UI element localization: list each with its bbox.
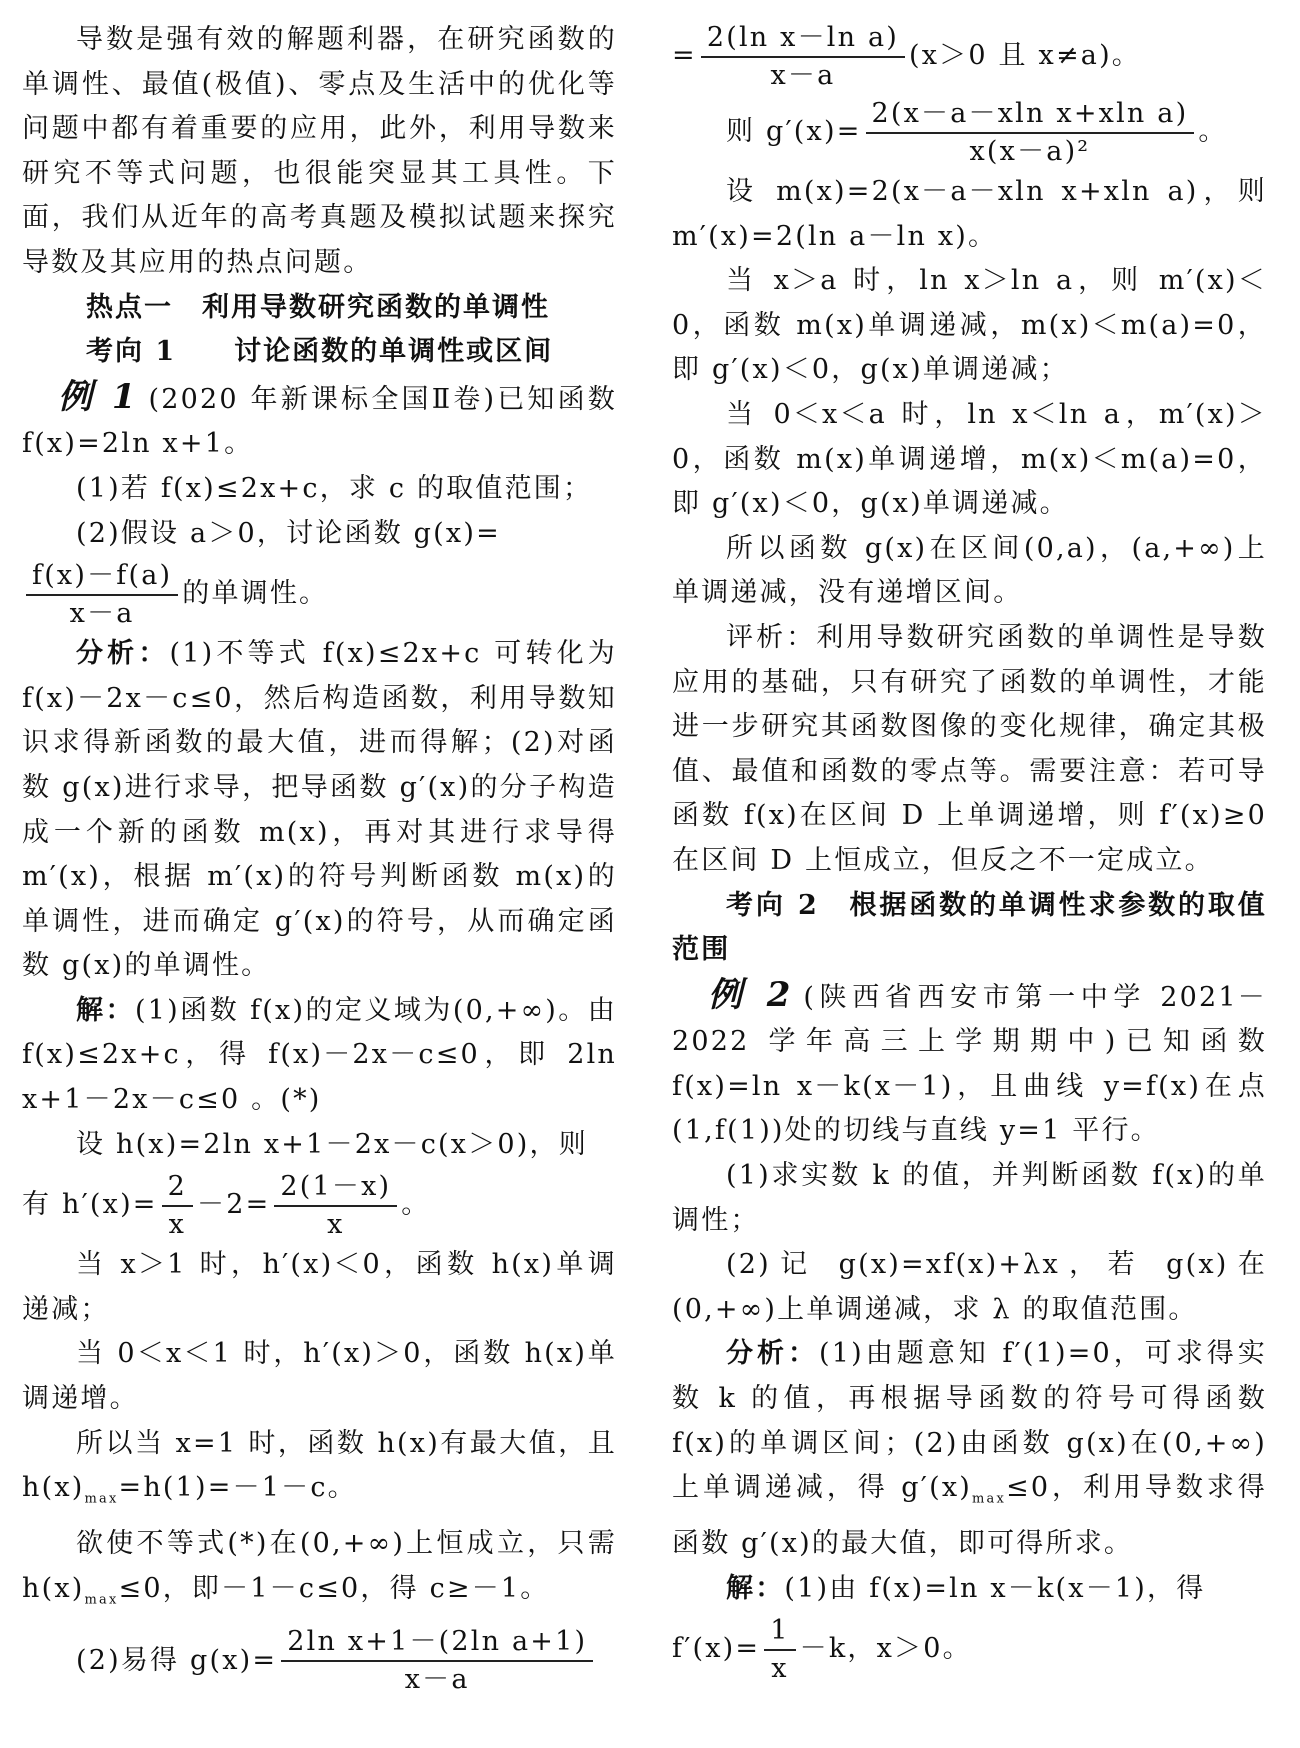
example-1-text: (2020 年新课标全国Ⅱ卷)已知函数 f(x)=2ln x+1。: [22, 383, 618, 460]
h-derivative-line: [22, 1167, 617, 1243]
ex1-analysis: [22, 632, 617, 989]
g-fraction: [26, 558, 178, 632]
ex2-solution-label: 解：: [726, 1572, 785, 1604]
ex2-solution: [672, 1567, 1267, 1612]
g-expression-fraction: [281, 1624, 593, 1698]
g-derivative-tail: 。: [1198, 116, 1228, 147]
g-simplified-tail: (x＞0 且 x≠a)。: [909, 40, 1142, 71]
ex2-question-1: (1)求实数 k 的值，并判断函数 f(x)的单调性；: [672, 1160, 1267, 1236]
h-fraction-1-numerator: 2: [162, 1169, 193, 1207]
g-simplified-denominator: x－a: [770, 59, 836, 91]
g-expression-denominator: x－a: [404, 1664, 470, 1696]
g-derivative: [672, 94, 1267, 170]
h-fraction-2-numerator: 2(1－x): [274, 1169, 397, 1207]
h-fraction-1-denominator: x: [168, 1208, 187, 1240]
right-column: [672, 18, 1267, 1687]
set-m: 设 m(x)=2(x－a－xln x+xln a)，则 m′(x)=2(ln a－ln x)。: [672, 176, 1267, 252]
h-derivative-prefix: 有 h′(x)=: [22, 1189, 158, 1221]
ex2-analysis-label: 分析：: [726, 1338, 820, 1370]
g-simplified-numerator: 2(ln x－ln a): [701, 20, 905, 58]
need-subscript: max: [84, 1592, 119, 1608]
f-derivative-prefix: f′(x)=: [672, 1633, 761, 1665]
example-2-text: (陕西省西安市第一中学 2021－2022 学年高三上学期期中)已知函数 f(x)=ln x－k(x－1)，且曲线 y=f(x)在点(1,f(1))处的切线与直线 y=1 平行。: [672, 981, 1267, 1147]
conclusion: 所以函数 g(x)在区间(0,a)，(a,+∞)上单调递减，没有递增区间。: [672, 532, 1267, 609]
f-derivative-numerator: 1: [764, 1613, 795, 1651]
g-fraction-numerator: f(x)－f(a): [26, 558, 178, 596]
set-h: 设 h(x)=2ln x+1－2x－c(x＞0)，则: [76, 1128, 588, 1160]
g-expression-numerator: 2ln x+1－(2ln a+1): [281, 1624, 593, 1662]
h-fraction-1: [162, 1169, 193, 1243]
solution-label: 解：: [76, 994, 135, 1026]
need-condition: [22, 1522, 617, 1623]
example-1-label: 例 1: [58, 376, 139, 417]
g-derivative-numerator: 2(x－a－xln x+xln a): [866, 96, 1195, 134]
example-2: [672, 973, 1267, 1154]
ex2-question-2: (2)记 g(x)=xf(x)+λx，若 g(x)在(0,+∞)上单调递减，求 λ 的取值范围。: [672, 1249, 1267, 1325]
solution-text: (1)函数 f(x)的定义域为(0,+∞)。由 f(x)≤2x+c，得 f(x)－2x－c≤0，即 2ln x+1－2x－c≤0 。(*): [22, 994, 617, 1116]
analysis-text: (1)不等式 f(x)≤2x+c 可转化为 f(x)－2x－c≤0，然后构造函数，利用导数知识求得新函数的最大值，进而得解；(2)对函数 g(x)进行求导，把导函数 g′(x)的分子构造成一个新的函数 m(x)，再对其进行求导得 m′(x)，根据 m′(x)的符号判断函数 m(x)的单调性，进而确定 g′(x)的符号，从而确定函数 g(x)的单调性。: [22, 638, 617, 982]
ex1-question-1: (1)若 f(x)≤2x+c，求 c 的取值范围；: [76, 472, 593, 504]
g-derivative-prefix: 则 g′(x)=: [726, 116, 862, 147]
h-fraction-2-denominator: x: [327, 1208, 345, 1240]
max-value-text-a: 所以当 x=1 时，函数 h(x)有最大值，且 h(x): [22, 1427, 617, 1504]
ex2-analysis-text-a: (1)由题意知 f′(1)=0，可求得实数 k 的值，再根据导函数的符号可得函数 f(x)的单调区间；(2)由函数 g(x)在(0,+∞)上单调递减，得 g′(x): [672, 1338, 1267, 1504]
h-fraction-2: [274, 1169, 397, 1243]
review: 评析：利用导数研究函数的单调性是导数应用的基础，只有研究了函数的单调性，才能进一步研究其函数图像的变化规律，确定其极值、最值和函数的零点等。需要注意：若可导函数 f(x)在区间 D 上单调递增，则 f′(x)≥0 在区间 D 上恒成立，但反之不一定成立。: [672, 621, 1267, 876]
direction-2-heading: 考向 2 根据函数的单调性求参数的取值范围: [672, 889, 1267, 966]
analysis-label: 分析：: [76, 638, 170, 670]
g-simplified-prefix: =: [672, 40, 697, 71]
ex2-solution-text: (1)由 f(x)=ln x－k(x－1)，得: [784, 1572, 1206, 1604]
left-column: [22, 18, 617, 1699]
max-subscript: max: [84, 1491, 119, 1507]
g-simplified: [672, 18, 1267, 94]
hotspot-heading: 热点一 利用导数研究函数的单调性: [86, 291, 550, 323]
ex1-question-2-fraction: [22, 556, 617, 632]
ex1-solution: [22, 989, 617, 1123]
f-derivative-denominator: x: [771, 1652, 789, 1684]
g-derivative-fraction: [866, 96, 1195, 170]
ex2-analysis-subscript: max: [972, 1491, 1007, 1507]
example-1: [22, 375, 617, 467]
max-value-text-b: =h(1)=－1－c。: [118, 1472, 357, 1504]
f-derivative: [672, 1611, 1267, 1687]
h-derivative-middle: －2=: [197, 1189, 271, 1221]
m-case-x-gt-a: 当 x＞a 时，ln x＞ln a，则 m′(x)＜0，函数 m(x)单调递减，m(x)＜m(a)=0，即 g′(x)＜0，g(x)单调递减；: [672, 265, 1267, 386]
ex1-question-2-tail: 的单调性。: [182, 578, 329, 610]
g-expression: [22, 1623, 617, 1699]
need-text-a: 欲使不等式(*)在(0,+∞)上恒成立，只需 h(x): [22, 1528, 617, 1604]
need-text-b: ≤0，即－1－c≤0，得 c≥－1。: [118, 1572, 550, 1604]
g-derivative-denominator: x(x－a)²: [969, 135, 1091, 167]
intro-paragraph: 导数是强有效的解题利器，在研究函数的单调性、最值(极值)、零点及生活中的优化等问题中都有着重要的应用，此外，利用导数来研究不等式问题，也很能突显其工具性。下面，我们从近年的高考真题及模拟试题来探究导数及其应用的热点问题。: [22, 24, 617, 278]
g-expression-prefix: (2)易得 g(x)=: [76, 1644, 278, 1676]
example-2-label: 例 2: [708, 974, 794, 1015]
f-derivative-fraction: [764, 1613, 795, 1687]
ex2-analysis: [672, 1332, 1267, 1566]
m-case-x-lt-a: 当 0＜x＜a 时，ln x＜ln a，m′(x)＞0，函数 m(x)单调递增，m(x)＜m(a)=0，即 g′(x)＜0，g(x)单调递减。: [672, 398, 1267, 520]
g-fraction-denominator: x－a: [69, 597, 135, 629]
ex1-question-2: (2)假设 a＞0，讨论函数 g(x)=: [76, 517, 501, 549]
f-derivative-tail: －k，x＞0。: [799, 1633, 972, 1665]
max-value: [22, 1422, 617, 1523]
case-x-lt-1: 当 0＜x＜1 时，h′(x)＞0，函数 h(x)单调递增。: [22, 1338, 617, 1415]
ex2-analysis-text-b: ≤0，利用导数求得函数 g′(x)的最大值，即可得所求。: [672, 1472, 1267, 1560]
case-x-gt-1: 当 x＞1 时，h′(x)＜0，函数 h(x)单调递减；: [22, 1249, 617, 1325]
h-derivative-end: 。: [401, 1189, 431, 1221]
direction-1-heading: 考向 1 讨论函数的单调性或区间: [86, 336, 554, 368]
g-simplified-fraction: [701, 20, 905, 94]
